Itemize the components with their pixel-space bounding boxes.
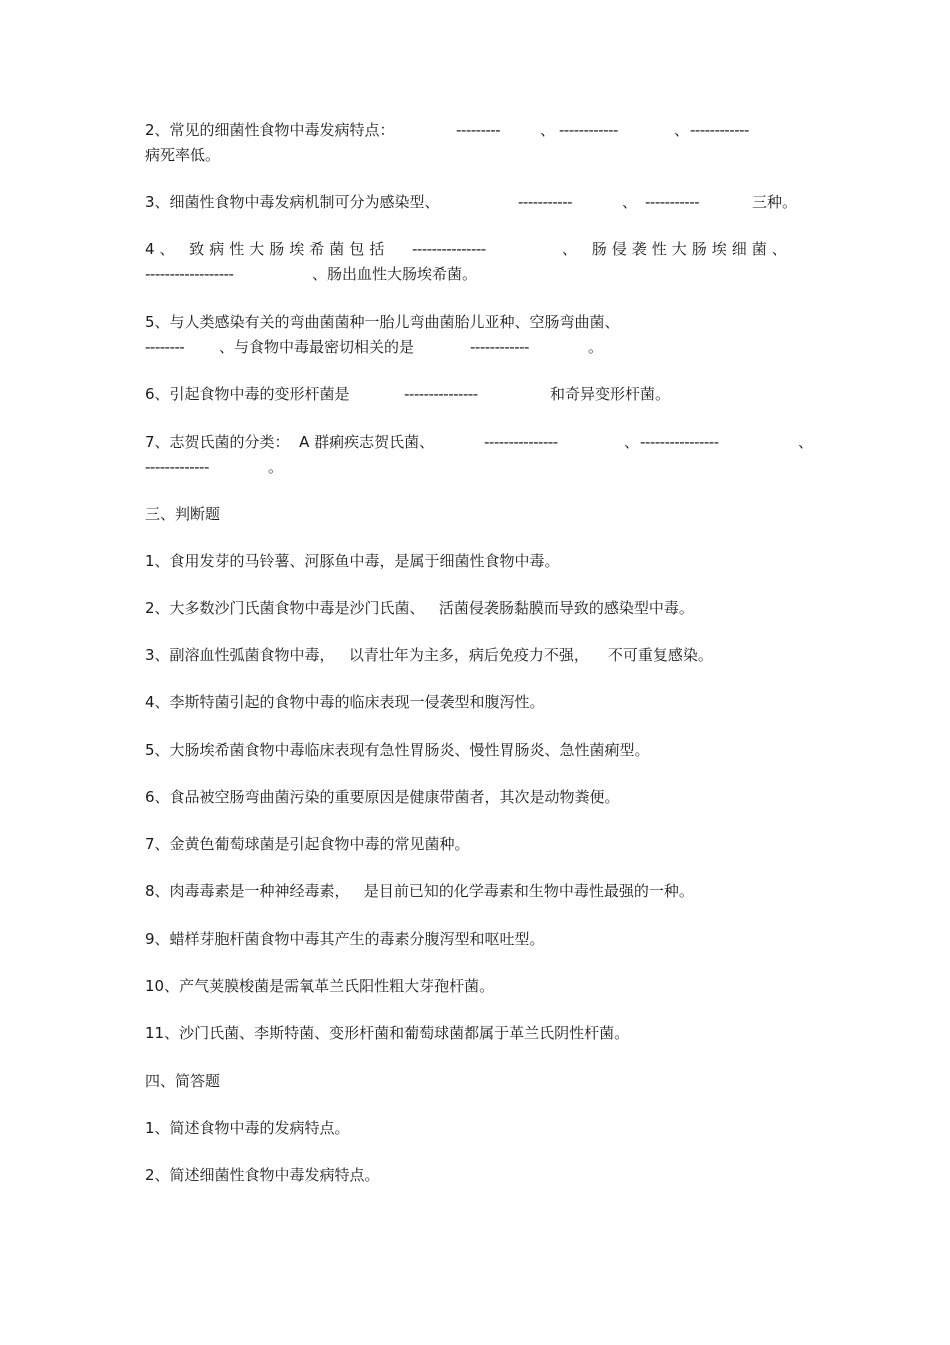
fill-q5-tail: 。	[588, 338, 604, 356]
fill-q4-tail: 、肠出血性大肠埃希菌。	[312, 265, 478, 283]
fill-q3-blank-2: -----------	[645, 193, 700, 211]
fill-q4-text: 4、 致病性大肠埃希菌包括	[145, 240, 390, 258]
fill-q7-blank-2: ----------------	[640, 433, 719, 451]
short-answer-item: 1、简述食物中毒的发病特点。	[145, 1119, 350, 1137]
fill-q5-blank-1: --------	[145, 338, 185, 356]
fill-q2-line-2: 病死率低。	[145, 146, 221, 164]
judgment-item: 11、沙门氏菌、李斯特菌、变形杆菌和葡萄球菌都属于革兰氏阴性杆菌。	[145, 1024, 630, 1042]
section-heading-short-answer: 四、简答题	[145, 1072, 221, 1090]
fill-q3-text: 3、细菌性食物中毒发病机制可分为感染型、	[145, 193, 440, 211]
fill-q6-text: 6、引起食物中毒的变形杆菌是	[145, 385, 350, 403]
short-answer-item: 2、简述细菌性食物中毒发病特点。	[145, 1166, 380, 1184]
judgment-item: 9、蜡样芽胞杆菌食物中毒其产生的毒素分腹泻型和呕吐型。	[145, 930, 545, 948]
section-heading-judgment: 三、判断题	[145, 505, 221, 523]
fill-q2-sep-2: 、	[674, 121, 690, 139]
fill-q6-blank-1: ---------------	[404, 385, 478, 403]
judgment-item: 8、肉毒毒素是一种神经毒素， 是目前已知的化学毒素和生物中毒性最强的一种。	[145, 882, 694, 900]
fill-q2-sep-1: 、	[540, 121, 556, 139]
fill-q7-blank-1: ---------------	[484, 433, 558, 451]
fill-q7-sep-1: 、	[624, 433, 640, 451]
fill-q3-blank-1: -----------	[518, 193, 573, 211]
fill-q7-sep-2: 、	[798, 433, 814, 451]
fill-q4-mid: 、 肠侵袭性大肠埃细菌、	[562, 240, 792, 258]
judgment-item: 10、产气荚膜梭菌是需氧革兰氏阳性粗大芽孢杆菌。	[145, 977, 495, 995]
fill-q5-blank-2: ------------	[470, 338, 529, 356]
fill-q6-tail: 和奇异变形杆菌。	[550, 385, 671, 403]
judgment-item: 2、大多数沙门氏菌食物中毒是沙门氏菌、 活菌侵袭肠黏膜而导致的感染型中毒。	[145, 599, 694, 617]
fill-q2-blank-1: ---------	[456, 121, 501, 139]
fill-q7-blank-3: -------------	[145, 458, 209, 476]
judgment-item: 4、李斯特菌引起的食物中毒的临床表现一侵袭型和腹泻性。	[145, 693, 545, 711]
fill-q2-blank-3: ------------	[690, 121, 749, 139]
fill-q4-blank-2: ------------------	[145, 265, 234, 283]
judgment-item: 3、副溶血性弧菌食物中毒， 以青壮年为主多，病后免疫力不强， 不可重复感染。	[145, 646, 713, 664]
fill-q5-mid: 、与食物中毒最密切相关的是	[219, 338, 415, 356]
fill-q2-text: 2、常见的细菌性食物中毒发病特点：	[145, 121, 395, 139]
fill-q7-text: 7、志贺氏菌的分类： A 群痢疾志贺氏菌、	[145, 433, 435, 451]
fill-q3-tail: 三种。	[752, 193, 798, 211]
fill-q4-blank-1: ---------------	[412, 240, 486, 258]
judgment-item: 6、食品被空肠弯曲菌污染的重要原因是健康带菌者，其次是动物粪便。	[145, 788, 620, 806]
fill-q3-sep-1: 、	[622, 193, 638, 211]
fill-q7-tail: 。	[268, 458, 284, 476]
fill-q5-text: 5、与人类感染有关的弯曲菌菌种一胎儿弯曲菌胎儿亚种、空肠弯曲菌、	[145, 313, 620, 331]
judgment-item: 1、食用发芽的马铃薯、河豚鱼中毒，是属于细菌性食物中毒。	[145, 552, 560, 570]
judgment-item: 7、金黄色葡萄球菌是引起食物中毒的常见菌种。	[145, 835, 470, 853]
fill-q2-blank-2: ------------	[559, 121, 618, 139]
judgment-item: 5、大肠埃希菌食物中毒临床表现有急性胃肠炎、慢性胃肠炎、急性菌痢型。	[145, 741, 650, 759]
